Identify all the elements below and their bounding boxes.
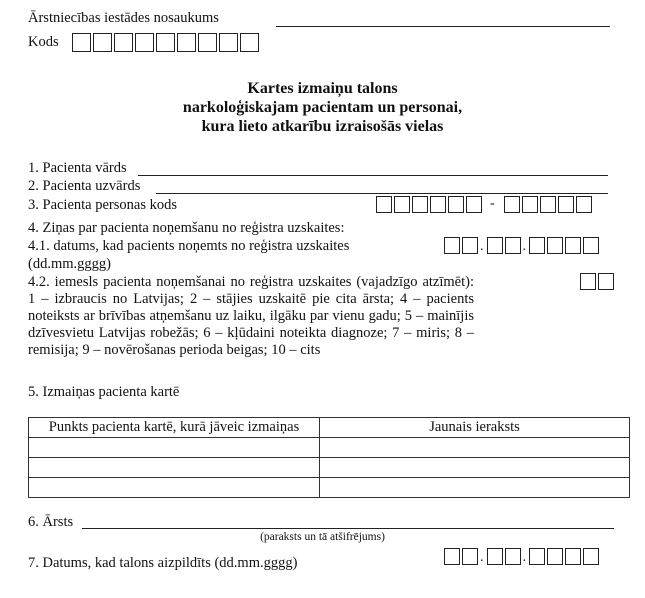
date-dot: .	[480, 550, 484, 565]
personal-code-box[interactable]	[412, 196, 428, 213]
institution-code-boxes[interactable]	[72, 33, 261, 52]
table-cell[interactable]	[29, 458, 320, 478]
reason-box[interactable]	[580, 273, 596, 290]
personal-code-dash: -	[490, 196, 495, 211]
code-box[interactable]	[240, 33, 259, 52]
date-box[interactable]	[565, 548, 581, 565]
doctor-label: 6. Ārsts	[28, 514, 74, 530]
code-box[interactable]	[156, 33, 175, 52]
personal-code-box[interactable]	[394, 196, 410, 213]
table-row	[29, 438, 630, 458]
date-dot: .	[480, 239, 484, 254]
col-card-point: Punkts pacienta kartē, kurā jāveic izmaiņas	[29, 418, 320, 438]
code-box[interactable]	[93, 33, 112, 52]
code-box[interactable]	[114, 33, 133, 52]
personal-code-box[interactable]	[558, 196, 574, 213]
patient-first-name-line[interactable]	[138, 175, 608, 176]
code-box[interactable]	[135, 33, 154, 52]
card-changes-label: 5. Izmaiņas pacienta kartē	[28, 384, 180, 400]
table-header-row	[29, 418, 630, 438]
personal-code-box[interactable]	[448, 196, 464, 213]
table-cell[interactable]	[320, 438, 630, 458]
date-box[interactable]	[529, 237, 545, 254]
date-box[interactable]	[444, 548, 460, 565]
personal-code-box[interactable]	[540, 196, 556, 213]
col-new-entry: Jaunais ieraksts	[320, 418, 630, 438]
patient-last-name-label: 2. Pacienta uzvārds	[28, 178, 141, 194]
date-box[interactable]	[444, 237, 460, 254]
personal-code-label: 3. Pacienta personas kods	[28, 197, 177, 213]
personal-code-box[interactable]	[576, 196, 592, 213]
code-box[interactable]	[177, 33, 196, 52]
removal-reason-boxes[interactable]	[580, 273, 616, 290]
date-box[interactable]	[547, 237, 563, 254]
personal-code-box[interactable]	[376, 196, 392, 213]
table-row	[29, 478, 630, 498]
form-title-line1: Kartes izmaiņu talons	[247, 80, 398, 97]
signature-hint: (paraksts un tā atšifrējums)	[260, 531, 385, 543]
code-label: Kods	[28, 34, 59, 50]
removal-date-format: (dd.mm.gggg)	[28, 256, 111, 272]
personal-code-box[interactable]	[504, 196, 520, 213]
date-box[interactable]	[583, 237, 599, 254]
personal-code-box[interactable]	[466, 196, 482, 213]
date-box[interactable]	[462, 237, 478, 254]
removal-reason-text: 4.2. iemesls pacienta noņemšanai no reģistra uzskaites (vajadzīgo atzīmēt): 1 – izbraucis no Latvijas; 2 – stājies uzskaitē pie cita ārsta; 4 – pacients noteiksts ar brīvības atņemšanu uz laiku, ilgāku par vienu gadu; 5 – mainījis dzīvesvietu Latvijas robežās; 6 – kļūdaini noteikta diagnoze; 7 – miris; 8 – remisija; 9 – novērošanas perioda beigas; 10 – cits	[28, 274, 474, 358]
date-box[interactable]	[565, 237, 581, 254]
reason-box[interactable]	[598, 273, 614, 290]
date-box[interactable]	[583, 548, 599, 565]
date-box[interactable]	[505, 237, 521, 254]
table-cell[interactable]	[320, 458, 630, 478]
code-box[interactable]	[72, 33, 91, 52]
date-box[interactable]	[547, 548, 563, 565]
changes-table	[28, 417, 630, 498]
date-dot: .	[522, 550, 526, 565]
removal-date-boxes[interactable]	[444, 237, 601, 254]
personal-code-box[interactable]	[522, 196, 538, 213]
table-cell[interactable]	[320, 478, 630, 498]
code-box[interactable]	[219, 33, 238, 52]
form-title-line2: narkoloģiskajam pacientam un personai,	[182, 99, 463, 116]
patient-last-name-line[interactable]	[156, 193, 608, 194]
date-box[interactable]	[529, 548, 545, 565]
personal-code-box[interactable]	[430, 196, 446, 213]
form-title-line3: kura lieto atkarību izraisošās vielas	[201, 118, 444, 135]
removal-date-label: 4.1. datums, kad pacients noņemts no reģistra uzskaites	[28, 238, 350, 254]
table-cell[interactable]	[29, 438, 320, 458]
date-box[interactable]	[462, 548, 478, 565]
institution-input-line[interactable]	[276, 26, 610, 27]
personal-code-boxes[interactable]	[376, 196, 594, 213]
date-box[interactable]	[487, 237, 503, 254]
fill-date-boxes[interactable]	[444, 548, 601, 565]
date-dot: .	[522, 239, 526, 254]
table-cell[interactable]	[29, 478, 320, 498]
doctor-signature-line[interactable]	[82, 528, 614, 529]
fill-date-label: 7. Datums, kad talons aizpildīts (dd.mm.gggg)	[28, 555, 298, 571]
patient-first-name-label: 1. Pacienta vārds	[28, 160, 127, 176]
institution-label: Ārstniecības iestādes nosaukums	[28, 10, 219, 26]
date-box[interactable]	[487, 548, 503, 565]
date-box[interactable]	[505, 548, 521, 565]
removal-info-label: 4. Ziņas par pacienta noņemšanu no reģistra uzskaites:	[28, 220, 345, 236]
table-row	[29, 458, 630, 478]
code-box[interactable]	[198, 33, 217, 52]
